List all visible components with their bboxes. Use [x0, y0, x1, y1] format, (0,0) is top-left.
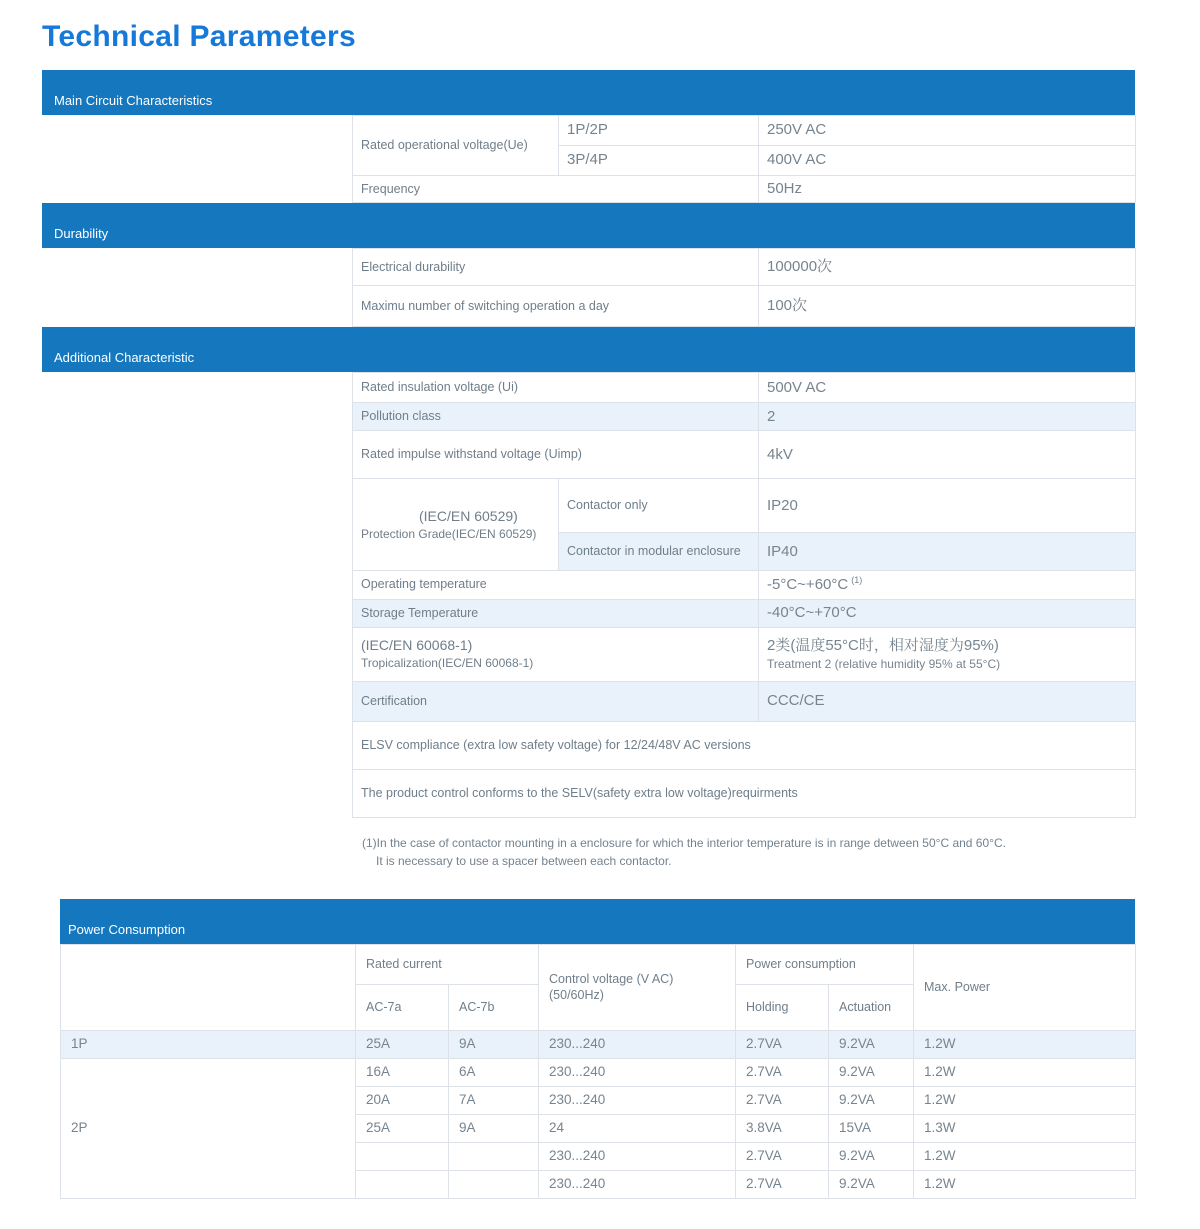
footnote-marker: (1)	[851, 575, 863, 586]
switching-operations-label: Maximu number of switching operation a day	[353, 286, 759, 327]
frequency-value: 50Hz	[759, 176, 1136, 203]
power-corner-cell	[61, 944, 356, 1030]
tropicalization-label-large: (IEC/EN 60068-1)	[361, 637, 473, 654]
table-row	[353, 681, 1136, 721]
cell-max-power: 1.2W	[914, 1142, 1136, 1170]
cell-holding: 2.7VA	[736, 1030, 829, 1058]
voltage-1p2p-value: 250V AC	[759, 116, 1136, 146]
section-header-label: Additional Characteristic	[54, 350, 195, 366]
table-row	[353, 176, 1136, 203]
cell-actuation: 9.2VA	[829, 1058, 914, 1086]
cell-ac7a: 25A	[356, 1114, 449, 1142]
cell-max-power: 1.2W	[914, 1086, 1136, 1114]
cell-actuation: 15VA	[829, 1114, 914, 1142]
certification-value: CCC/CE	[759, 681, 1136, 721]
cell-voltage: 24	[539, 1114, 736, 1142]
pollution-class-label: Pollution class	[353, 403, 759, 431]
group-label-1p: 1P	[61, 1030, 356, 1058]
pole-1p2p-label: 1P/2P	[559, 116, 759, 146]
tropicalization-value	[759, 627, 1136, 681]
frequency-label: Frequency	[353, 176, 759, 203]
table-row	[353, 599, 1136, 627]
section-power-consumption	[42, 899, 1135, 1199]
cell-ac7b	[449, 1170, 539, 1198]
storage-temperature-label: Storage Temperature	[353, 599, 759, 627]
main-circuit-table	[352, 115, 1136, 203]
section-header-label: Main Circuit Characteristics	[54, 93, 213, 108]
section-header-additional	[42, 327, 1135, 372]
power-row-1p	[61, 1030, 1136, 1058]
operating-temperature-value	[759, 571, 1136, 599]
certification-label: Certification	[353, 681, 759, 721]
col-header-ac7a: AC-7a	[356, 984, 449, 1030]
tropicalization-value-cn: 2类(温度55°C时，相对湿度为95%)	[767, 636, 999, 654]
tropicalization-label-small: Tropicalization(IEC/EN 60068-1)	[361, 656, 534, 671]
cell-holding: 2.7VA	[736, 1086, 829, 1114]
durability-table	[352, 248, 1136, 327]
section-header-label: Power Consumption	[68, 921, 186, 937]
col-header-rated-current: Rated current	[356, 944, 539, 984]
cell-holding: 3.8VA	[736, 1114, 829, 1142]
cell-ac7a	[356, 1142, 449, 1170]
cell-holding: 2.7VA	[736, 1142, 829, 1170]
operating-temperature-label: Operating temperature	[353, 571, 759, 599]
col-header-actuation: Actuation	[829, 984, 914, 1030]
power-header-row-1	[61, 944, 1136, 984]
insulation-voltage-label: Rated insulation voltage (Ui)	[353, 373, 759, 403]
contactor-only-value: IP20	[759, 479, 1136, 533]
cell-actuation: 9.2VA	[829, 1086, 914, 1114]
section-header-label: Durability	[54, 226, 109, 242]
table-row	[353, 249, 1136, 286]
insulation-voltage-value: 500V AC	[759, 373, 1136, 403]
contactor-only-label: Contactor only	[559, 479, 759, 533]
selv-note: The product control conforms to the SELV(safety extra low voltage)requirments	[353, 769, 1136, 817]
table-row	[353, 116, 1136, 146]
cell-voltage: 230...240	[539, 1142, 736, 1170]
cell-max-power: 1.2W	[914, 1030, 1136, 1058]
col-header-ac7b: AC-7b	[449, 984, 539, 1030]
storage-temperature-value: -40°C~+70°C	[759, 599, 1136, 627]
cell-actuation: 9.2VA	[829, 1030, 914, 1058]
table-row	[353, 431, 1136, 479]
cell-voltage: 230...240	[539, 1058, 736, 1086]
electrical-durability-value: 100000次	[759, 249, 1136, 286]
col-header-power-consumption: Power consumption	[736, 944, 914, 984]
modular-enclosure-label: Contactor in modular enclosure	[559, 533, 759, 571]
col-header-holding: Holding	[736, 984, 829, 1030]
table-row	[353, 373, 1136, 403]
cell-ac7b	[449, 1142, 539, 1170]
modular-enclosure-value: IP40	[759, 533, 1136, 571]
section-header-main-circuit	[42, 70, 1135, 115]
table-row	[353, 721, 1136, 769]
cell-ac7b: 9A	[449, 1114, 539, 1142]
switching-operations-value: 100次	[759, 286, 1136, 327]
rated-voltage-label: Rated operational voltage(Ue)	[353, 116, 559, 176]
page-title: Technical Parameters	[42, 20, 356, 53]
cell-ac7a: 20A	[356, 1086, 449, 1114]
group-label-2p: 2P	[61, 1058, 356, 1198]
table-row	[353, 403, 1136, 431]
cell-ac7a: 16A	[356, 1058, 449, 1086]
table-row	[353, 571, 1136, 599]
elsv-note: ELSV compliance (extra low safety voltage) for 12/24/48V AC versions	[353, 721, 1136, 769]
cell-actuation: 9.2VA	[829, 1142, 914, 1170]
cell-ac7a: 25A	[356, 1030, 449, 1058]
table-row	[353, 769, 1136, 817]
impulse-voltage-label: Rated impulse withstand voltage (Uimp)	[353, 431, 759, 479]
cell-voltage: 230...240	[539, 1170, 736, 1198]
table-row	[353, 627, 1136, 681]
cell-max-power: 1.2W	[914, 1058, 1136, 1086]
footnote	[352, 818, 1135, 871]
table-row	[353, 286, 1136, 327]
footnote-line-2: It is necessary to use a spacer between each contactor.	[376, 854, 672, 869]
cell-ac7b: 6A	[449, 1058, 539, 1086]
power-row-2p	[61, 1058, 1136, 1086]
impulse-voltage-value: 4kV	[759, 431, 1136, 479]
cell-max-power: 1.3W	[914, 1114, 1136, 1142]
pole-3p4p-label: 3P/4P	[559, 146, 759, 176]
voltage-3p4p-value: 400V AC	[759, 146, 1136, 176]
cell-voltage: 230...240	[539, 1030, 736, 1058]
cell-holding: 2.7VA	[736, 1058, 829, 1086]
cell-max-power: 1.2W	[914, 1170, 1136, 1198]
operating-temperature-range: -5°C~+60°C	[767, 576, 849, 594]
protection-grade-label	[353, 479, 559, 571]
cell-ac7b: 7A	[449, 1086, 539, 1114]
pollution-class-value: 2	[759, 403, 1136, 431]
protection-grade-label-large: (IEC/EN 60529)	[419, 508, 518, 525]
cell-actuation: 9.2VA	[829, 1170, 914, 1198]
col-header-control-voltage: Control voltage (V AC)(50/60Hz)	[539, 944, 736, 1030]
tropicalization-label	[353, 627, 759, 681]
cell-ac7b: 9A	[449, 1030, 539, 1058]
tropicalization-value-en: Treatment 2 (relative humidity 95% at 55°C)	[767, 657, 1001, 672]
additional-table	[352, 372, 1136, 817]
electrical-durability-label: Electrical durability	[353, 249, 759, 286]
section-header-durability	[42, 203, 1135, 248]
cell-voltage: 230...240	[539, 1086, 736, 1114]
table-row	[353, 479, 1136, 533]
cell-holding: 2.7VA	[736, 1170, 829, 1198]
footnote-line-1: (1)In the case of contactor mounting in a enclosure for which the interior temperature is in range detween 50°C and 60°C.	[362, 835, 1006, 850]
protection-grade-label-small: Protection Grade(IEC/EN 60529)	[361, 527, 537, 542]
col-header-max-power: Max. Power	[914, 944, 1136, 1030]
section-header-power	[60, 899, 1135, 944]
cell-ac7a	[356, 1170, 449, 1198]
power-table	[60, 944, 1136, 1199]
